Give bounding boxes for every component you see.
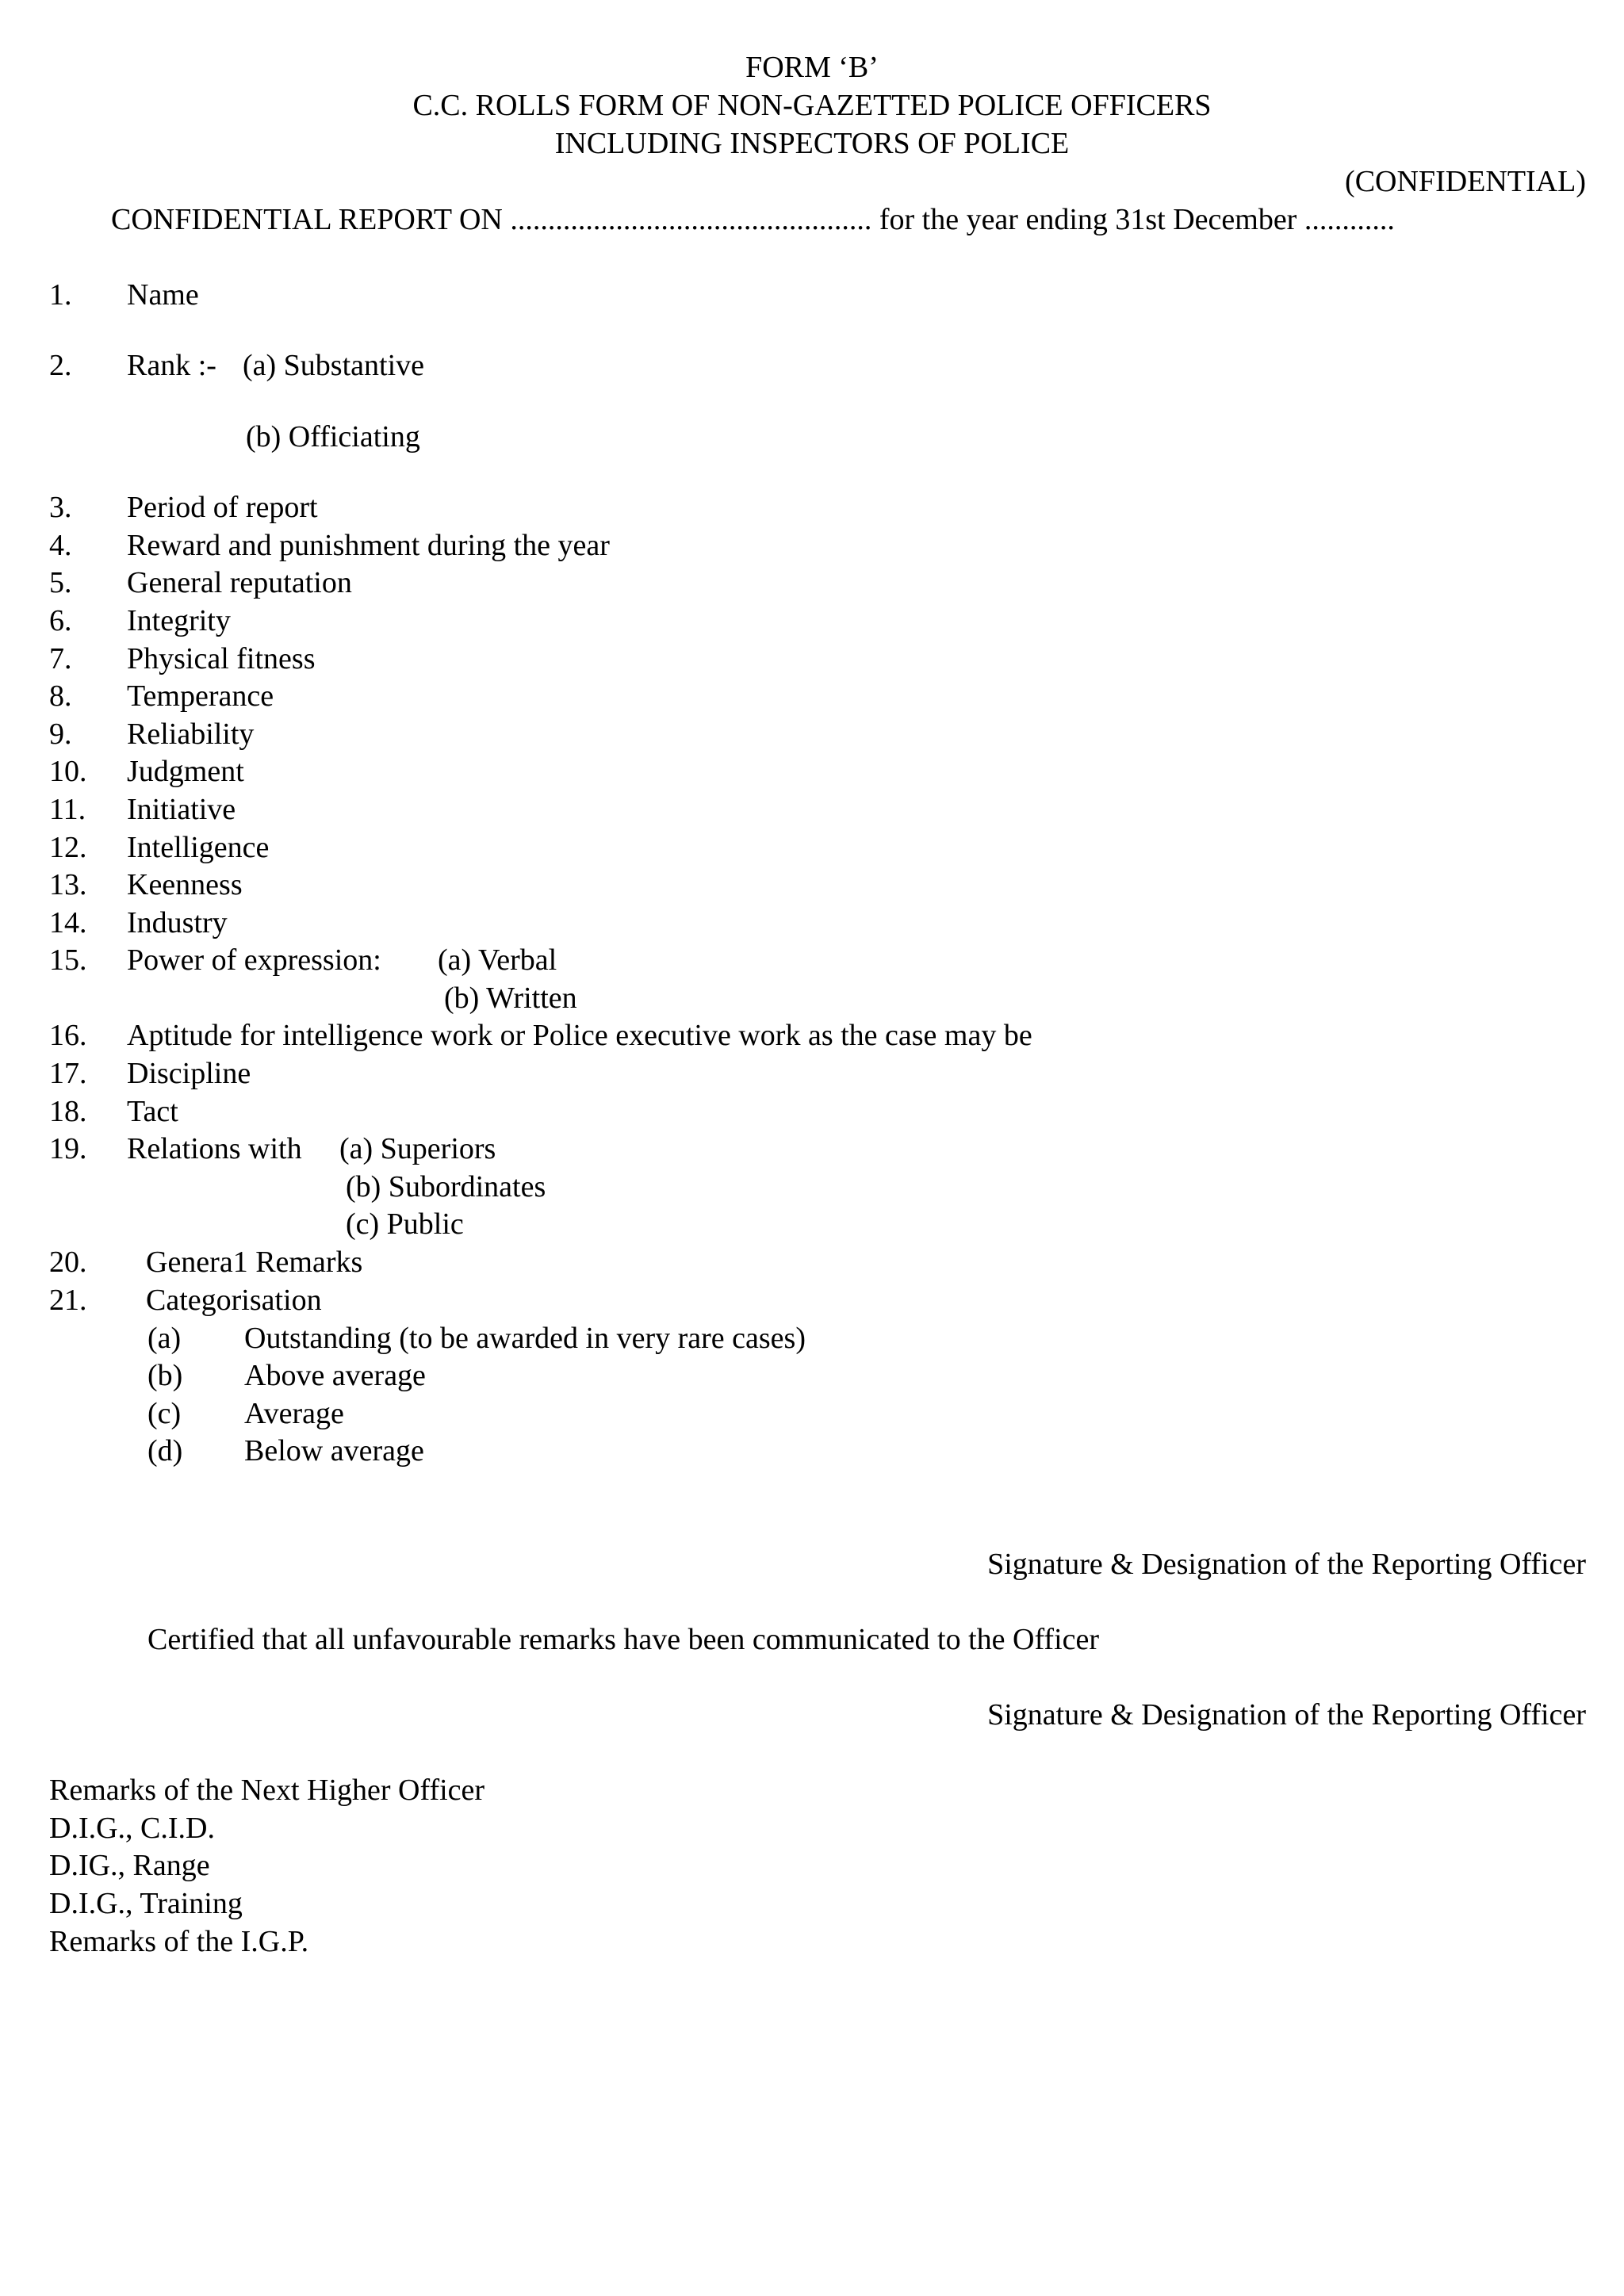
- remarks-next-higher-officer: Remarks of the Next Higher Officer: [49, 1774, 485, 1807]
- item-number: 3.: [49, 491, 72, 524]
- reporting-officer-signature: Signature & Designation of the Reporting Officer: [987, 1548, 1586, 1581]
- item-number: 15.: [49, 943, 87, 977]
- item-number: 10.: [49, 755, 87, 788]
- item-number: 16.: [49, 1019, 87, 1052]
- item-label: Discipline: [127, 1057, 251, 1090]
- category-letter: (c): [147, 1397, 182, 1430]
- item-number: 2.: [49, 349, 72, 382]
- item-label: Tact: [127, 1095, 178, 1128]
- form-subtitle-line-1: C.C. ROLLS FORM OF NON-GAZETTED POLICE OFFICERS: [412, 89, 1212, 122]
- item-number: 8.: [49, 679, 72, 713]
- item-label: Temperance: [127, 679, 274, 713]
- form-subtitle-line-2: INCLUDING INSPECTORS OF POLICE: [554, 127, 1070, 160]
- item-label: Categorisation: [146, 1284, 322, 1317]
- remarks-dig-range: D.IG., Range: [49, 1849, 210, 1882]
- item-number: 19.: [49, 1132, 87, 1165]
- category-letter: (b): [147, 1359, 183, 1392]
- item-label: Integrity: [127, 604, 231, 637]
- rank-substantive: (a) Substantive: [243, 349, 425, 382]
- item-number: 1.: [49, 278, 72, 312]
- item-number: 21.: [49, 1284, 87, 1317]
- item-number: 6.: [49, 604, 72, 637]
- item-number: 4.: [49, 529, 72, 562]
- remarks-igp: Remarks of the I.G.P.: [49, 1925, 309, 1958]
- item-label: Aptitude for intelligence work or Police executive work as the case may be: [127, 1019, 1032, 1052]
- item-label: Power of expression:: [127, 943, 381, 977]
- category-above-average: Above average: [244, 1359, 426, 1392]
- rank-officiating: (b) Officiating: [246, 420, 420, 453]
- category-letter: (d): [147, 1434, 183, 1468]
- item-label: Industry: [127, 906, 228, 939]
- item-label: Intelligence: [127, 831, 270, 864]
- relations-superiors: (a) Superiors: [339, 1132, 496, 1165]
- category-below-average: Below average: [244, 1434, 424, 1468]
- item-number: 17.: [49, 1057, 87, 1090]
- item-label: Keenness: [127, 868, 243, 901]
- item-number: 7.: [49, 642, 72, 675]
- remarks-dig-training: D.I.G., Training: [49, 1887, 243, 1920]
- expression-verbal: (a) Verbal: [438, 943, 557, 977]
- item-label: Period of report: [127, 491, 318, 524]
- item-number: 5.: [49, 566, 72, 599]
- category-letter: (a): [147, 1322, 182, 1355]
- item-rank-label: Rank :-: [127, 349, 216, 382]
- item-label: Physical fitness: [127, 642, 316, 675]
- category-average: Average: [244, 1397, 344, 1430]
- certification-statement: Certified that all unfavourable remarks have been communicated to the Officer: [147, 1623, 1100, 1656]
- category-outstanding: Outstanding (to be awarded in very rare cases): [244, 1322, 806, 1355]
- item-label: Initiative: [127, 793, 236, 826]
- item-name-label: Name: [127, 278, 199, 312]
- item-number: 9.: [49, 718, 72, 751]
- item-number: 14.: [49, 906, 87, 939]
- item-label: General reputation: [127, 566, 352, 599]
- confidential-mark: (CONFIDENTIAL): [1345, 165, 1586, 198]
- form-title: FORM ‘B’: [745, 51, 879, 84]
- item-label: Genera1 Remarks: [146, 1246, 363, 1279]
- item-number: 13.: [49, 868, 87, 901]
- item-label: Judgment: [127, 755, 244, 788]
- item-label: Reward and punishment during the year: [127, 529, 610, 562]
- remarks-dig-cid: D.I.G., C.I.D.: [49, 1812, 215, 1845]
- confidential-report-line: CONFIDENTIAL REPORT ON ................................................ for the year ending 31st December ............: [111, 203, 1395, 236]
- reporting-officer-signature-2: Signature & Designation of the Reporting Officer: [987, 1698, 1586, 1732]
- item-number: 12.: [49, 831, 87, 864]
- item-number: 18.: [49, 1095, 87, 1128]
- item-label: Reliability: [127, 718, 255, 751]
- relations-subordinates: (b) Subordinates: [346, 1170, 546, 1203]
- item-number: 11.: [49, 793, 86, 826]
- item-number: 20.: [49, 1246, 87, 1279]
- expression-written: (b) Written: [444, 982, 577, 1015]
- relations-public: (c) Public: [346, 1207, 464, 1241]
- item-label: Relations with: [127, 1132, 302, 1165]
